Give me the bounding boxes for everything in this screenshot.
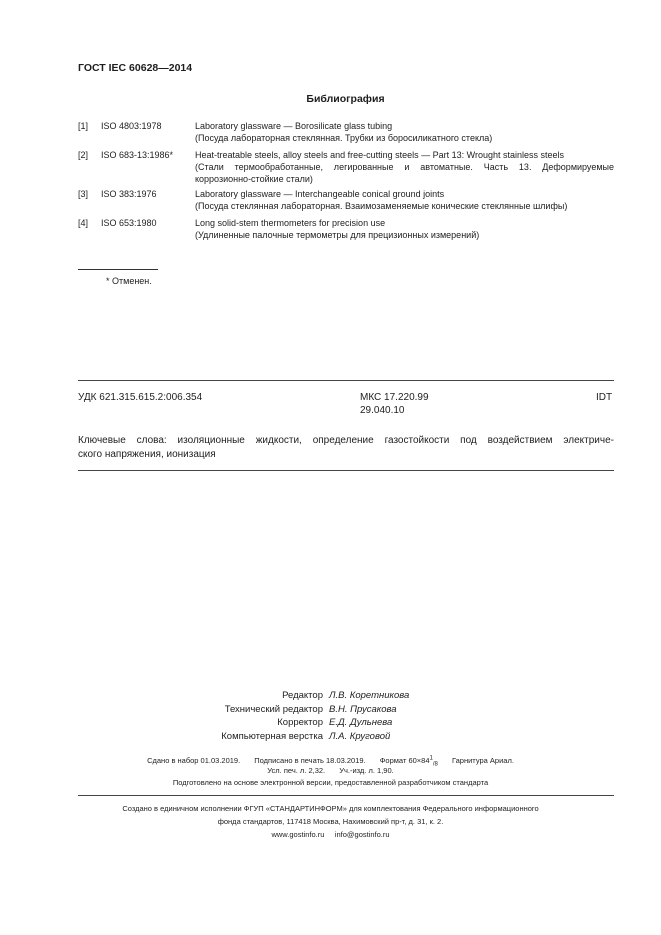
footer-line: Создано в единичном исполнении ФГУП «СТАНДАРТИНФОРМ» для комплектования Федерального информационного [122,804,539,813]
footer-website-link[interactable]: www.gostinfo.ru [271,830,325,839]
ref-title-ru-cont: коррозионно-стойкие стали) [195,174,313,184]
ref-title-ru: (Удлиненные палочные термометры для прецизионных измерений) [195,230,480,240]
ref-title-ru: (Посуда стеклянная лабораторная. Взаимозаменяемые конические стеклянные шлифы) [195,201,568,211]
ref-title-en: Long solid-stem thermometers for precision use [195,218,386,228]
ref-code: ISO 383:1976 [101,189,157,199]
ref-text [195,217,614,241]
keywords-bottom-rule [78,470,614,471]
footer-rule [78,795,614,796]
ref-number: [3] [78,189,89,199]
staff-role: Корректор [277,717,323,728]
imprint-prepared: Подготовлено на основе электронной версии, предоставленной разработчиком стандарта [172,778,489,787]
ref-number: [1] [78,121,89,131]
ref-title-ru: (Посуда лабораторная стеклянная. Трубки из боросиликатного стекла) [195,133,493,143]
udk-code: УДК 621.315.615.2:006.354 [78,392,203,403]
ref-text [195,149,614,185]
ref-title-en: Laboratory glassware — Interchangeable conical ground joints [195,189,445,199]
staff-name: Е.Д. Дульнева [329,717,393,728]
ref-code: ISO 683-13:1986* [101,150,174,160]
footer-line: фонда стандартов, 117418 Москва, Нахимовский пр-т, д. 31, к. 2. [217,817,444,826]
footnote: * Отменен. [106,276,152,286]
staff-name: В.Н. Прусакова [329,703,397,715]
staff-name: Л.В. Коретникова [329,690,410,701]
bibliography-entry [78,149,614,185]
imprint-format: Формат $60\times 84^1_{/8}$ [379,755,438,767]
staff-row [0,703,661,717]
footnote-divider [78,269,158,270]
imprint-pub-sheets: Уч.-изд. л. 1,90. [339,766,394,775]
classification-top-rule [78,380,614,381]
imprint-print-sheets: Усл. печ. л. 2,32. [267,766,326,775]
imprint-sent: Сдано в набор 01.03.2019. [147,755,241,765]
staff-role: Технический редактор [224,703,323,715]
bibliography-title: Библиография [306,93,385,105]
bibliography-entry [78,217,614,241]
staff-role: Редактор [282,690,323,701]
ref-text [195,188,614,212]
bibliography-entry [78,188,614,212]
idt-label: IDT [596,392,613,403]
keywords-line: Ключевые слова: изоляционные жидкости, определение газостойкости под воздействием электриче- [78,435,614,446]
ref-number: [2] [78,150,89,160]
ref-code: ISO 4803:1978 [101,121,162,131]
ref-text [195,120,614,144]
staff-name: Л.А. Круговой [329,730,391,742]
imprint-typeface: Гарнитура Ариал. [451,755,514,765]
staff-row [0,689,661,703]
keywords [78,434,614,462]
imprint-line [0,766,661,775]
imprint-signed: Подписано в печать 18.03.2019. [254,755,366,765]
editorial-staff [0,689,661,743]
ref-title-ru: (Стали термообработанные, легированные и автоматные. Часть 13. Деформируемые [195,162,614,172]
document-id: ГОСТ IEC 60628—2014 [78,62,193,74]
staff-role: Компьютерная верстка [221,730,323,742]
ref-code: ISO 653:1980 [101,218,157,228]
staff-row [0,730,661,744]
staff-row [0,716,661,730]
footer-contacts [0,828,661,841]
footer-email-link[interactable]: info@gostinfo.ru [334,830,390,839]
bibliography-entry [78,120,614,144]
mks-code-cont: 29.040.10 [360,405,405,416]
ref-number: [4] [78,218,89,228]
publisher-footer [0,802,661,841]
ref-title-en: Heat-treatable steels, alloy steels and free-cutting steels — Part 13: Wrought stainless steels [195,150,565,160]
mks-code: МКС 17.220.99 [360,392,429,403]
keywords-line-cont: ского напряжения, ионизация [78,449,216,460]
ref-title-en: Laboratory glassware — Borosilicate glass tubing [195,121,393,131]
